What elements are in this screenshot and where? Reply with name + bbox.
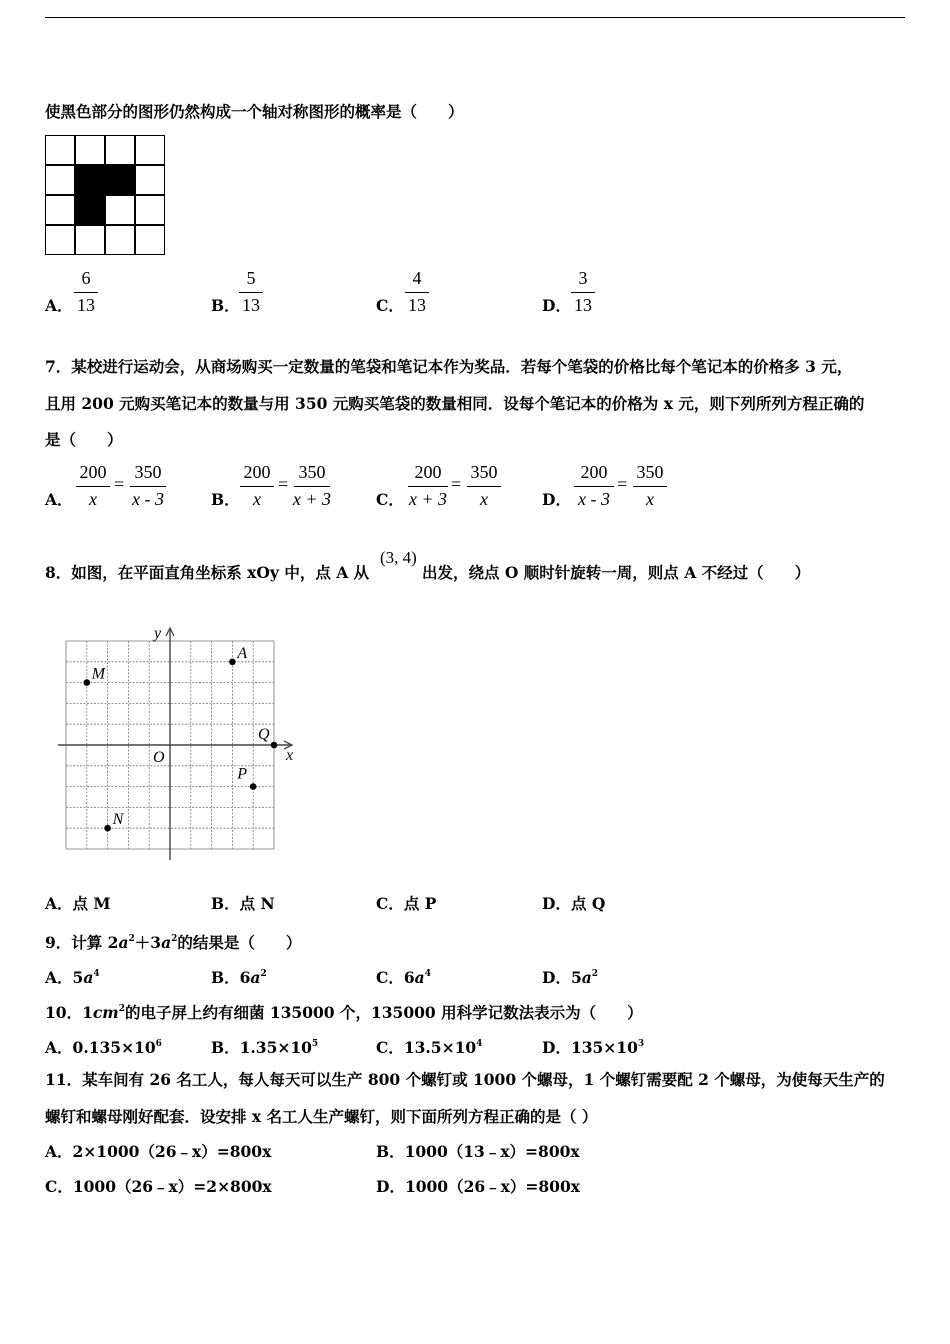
point-label-m: M — [91, 665, 106, 683]
q8-stem-before: 8．如图，在平面直角坐标系 xOy 中，点 A 从 — [45, 563, 370, 582]
x-axis-label: x — [286, 747, 294, 764]
q7-line-3: 是（ ） — [45, 430, 123, 449]
q6-grid-figure — [45, 135, 165, 255]
q8-option-b[interactable]: B．点 N — [211, 894, 275, 913]
q11-option-b[interactable]: B．1000（13﹣x）=800x — [376, 1142, 580, 1161]
q11-line-2: 螺钉和螺母刚好配套．设安排 x 名工人生产螺钉，则下面所列方程正确的是（ ） — [45, 1107, 598, 1126]
header-rule — [45, 17, 905, 18]
point-p — [250, 783, 257, 790]
q9-option-a[interactable]: A．$5a^4$ — [45, 968, 100, 987]
q6-stem: 使黑色部分的图形仍然构成一个轴对称图形的概率是（ ） — [45, 102, 464, 121]
point-label-n: N — [112, 811, 124, 829]
q11-line-1: 11．某车间有 26 名工人，每人每天可以生产 800 个螺钉或 1000 个螺母，1 个螺钉需要配 2 个螺母，为使每天生产的 — [45, 1070, 885, 1089]
q6-option-a[interactable]: A． — [45, 296, 73, 315]
q7-option-a[interactable]: A． — [45, 490, 73, 509]
q9-option-d[interactable]: D．$5a^2$ — [542, 968, 599, 987]
y-axis-label: y — [154, 625, 162, 642]
q9-option-b[interactable]: B．$6a^2$ — [211, 968, 267, 987]
q6-option-d[interactable]: D． — [542, 296, 571, 315]
q7-line-2: 且用 200 元购买笔记本的数量与用 350 元购买笔袋的数量相同．设每个笔记本的价格为 x 元，则下列所列方程正确的 — [45, 394, 865, 413]
point-a — [229, 659, 236, 666]
q8-point-coordinates: (3, 4) — [380, 548, 417, 567]
point-label-a: A — [237, 644, 248, 662]
q7-option-b[interactable]: B． — [211, 490, 240, 509]
point-m — [84, 679, 91, 686]
q8-option-a[interactable]: A．点 M — [45, 894, 111, 913]
q8-option-d[interactable]: D．点 Q — [542, 894, 606, 913]
point-n — [104, 825, 111, 832]
q6-option-b[interactable]: B． — [211, 296, 240, 315]
q10-option-d[interactable]: D．$135\times 10^3$ — [542, 1038, 645, 1057]
origin-label: O — [153, 749, 165, 766]
point-label-q: Q — [258, 726, 270, 743]
q10-option-a[interactable]: A．$0.135\times 10^6$ — [45, 1038, 162, 1057]
q10-stem: 10．$1cm^2$的电子屏上约有细菌 135000 个，135000 用科学记数法表示为（ ） — [45, 1003, 643, 1022]
q7-option-c[interactable]: C． — [376, 490, 404, 509]
q9-stem: 9．计算 $2a^2+3a^2$的结果是（ ） — [45, 933, 302, 952]
point-q — [271, 742, 278, 749]
q9-option-c[interactable]: C．$6a^4$ — [376, 968, 431, 987]
q8-coordinate-plane — [50, 620, 305, 868]
q7-line-1: 7．某校进行运动会，从商场购买一定数量的笔袋和笔记本作为奖品．若每个笔袋的价格比每个笔记本的价格多 3 元， — [45, 357, 853, 376]
point-label-p: P — [237, 765, 247, 783]
q11-option-a[interactable]: A．2×1000（26﹣x）=800x — [45, 1142, 272, 1161]
q11-option-d[interactable]: D．1000（26﹣x）=800x — [376, 1177, 580, 1196]
q11-option-c[interactable]: C．1000（26﹣x）=2×800x — [45, 1177, 272, 1196]
q10-option-b[interactable]: B．$1.35\times 10^5$ — [211, 1038, 319, 1057]
q8-option-c[interactable]: C．点 P — [376, 894, 437, 913]
q8-stem-after: 出发，绕点 O 顺时针旋转一周，则点 A 不经过（ ） — [422, 563, 811, 582]
q7-option-d[interactable]: D． — [542, 490, 571, 509]
q10-option-c[interactable]: C．$13.5\times 10^4$ — [376, 1038, 483, 1057]
q6-option-c[interactable]: C． — [376, 296, 404, 315]
